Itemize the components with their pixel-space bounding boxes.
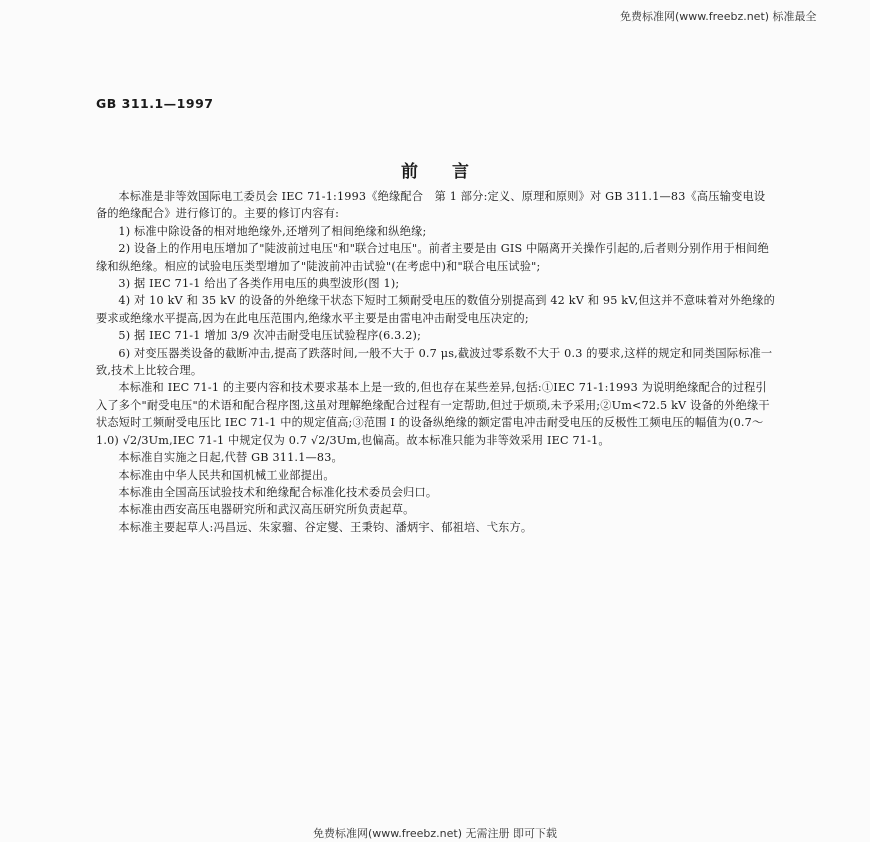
paragraph-item-4: 4) 对 10 kV 和 35 kV 的设备的外绝缘干状态下短时工频耐受电压的数值分别提高到 42 kV 和 95 kV,但这并不意味着对外绝缘的要求或绝缘水平提高,因为在此电压范围内,绝缘水平主要是由雷电冲击耐受电压决定的; [96,294,775,325]
paragraph-item-3: 3) 据 IEC 71-1 给出了各类作用电压的典型波形(图 1); [118,277,400,291]
header-watermark: 免费标准网(www.freebz.net) 标准最全 [620,10,817,23]
paragraph-intro: 本标准是非等效国际电工委员会 IEC 71-1:1993《绝缘配合 第 1 部分:定义、原理和原则》对 GB 311.1—83《高压输变电设备的绝缘配合》进行修订的。主要的修订内容有: [96,190,766,221]
paragraph-differences: 本标准和 IEC 71-1 的主要内容和技术要求基本上是一致的,但也存在某些差异,包括:①IEC 71-1:1993 为说明绝缘配合的过程引入了多个"耐受电压"的术语和配合程序图,这虽对理解绝缘配合过程有一定帮助,但过于烦琐,未予采用;②Um<72.5 kV 设备的外绝缘干状态短时工频耐受电压比 IEC 71-1 中的规定值高;③范围 I 的设备纵绝缘的额定雷电冲击耐受电压的反极性工频电压的幅值为(0.7～1.0) √2/3Um,IEC 71-1 中规定仅为 0.7 √2/3Um,也偏高。故本标准只能为非等效采用 IEC 71-1。 [96,381,770,447]
paragraph-replaces: 本标准自实施之日起,代替 GB 311.1—83。 [118,451,343,465]
paragraph-item-6: 6) 对变压器类设备的截断冲击,提高了跌落时间,一般不大于 0.7 μs,截波过零系数不大于 0.3 的要求,这样的规定和同类国际标准一致,技术上比较合理。 [96,346,773,378]
paragraph-proposed-by: 本标准由中华人民共和国机械工业部提出。 [118,468,335,482]
paragraph-item-2: 2) 设备上的作用电压增加了"陡波前过电压"和"联合过电压"。前者主要是由 GIS 中隔离开关操作引起的,后者则分别作用于相间绝缘和纵绝缘。相应的试验电压类型增加了"陡波前冲击试验"(在考虑中)和"联合电压试验"; [96,242,770,273]
paragraph-item-1: 1) 标准中除设备的相对地绝缘外,还增列了相间绝缘和纵绝缘; [118,224,427,238]
paragraph-item-5: 5) 据 IEC 71-1 增加 3/9 次冲击耐受电压试验程序(6.3.2); [118,329,422,343]
page-title: 前言 [401,162,503,182]
foreword-body [96,188,776,536]
paragraph-drafted-by: 本标准由西安高压电器研究所和武汉高压研究所负责起草。 [118,503,415,517]
standard-number: GB 311.1—1997 [96,96,214,111]
paragraph-managed-by: 本标准由全国高压试验技术和绝缘配合标准化技术委员会归口。 [118,485,438,499]
footer-watermark: 免费标准网(www.freebz.net) 无需注册 即可下载 [312,827,558,840]
paragraph-drafters: 本标准主要起草人:冯昌远、朱家骝、谷定燮、王秉钧、潘炳宇、郁祖培、弋东方。 [118,520,533,534]
